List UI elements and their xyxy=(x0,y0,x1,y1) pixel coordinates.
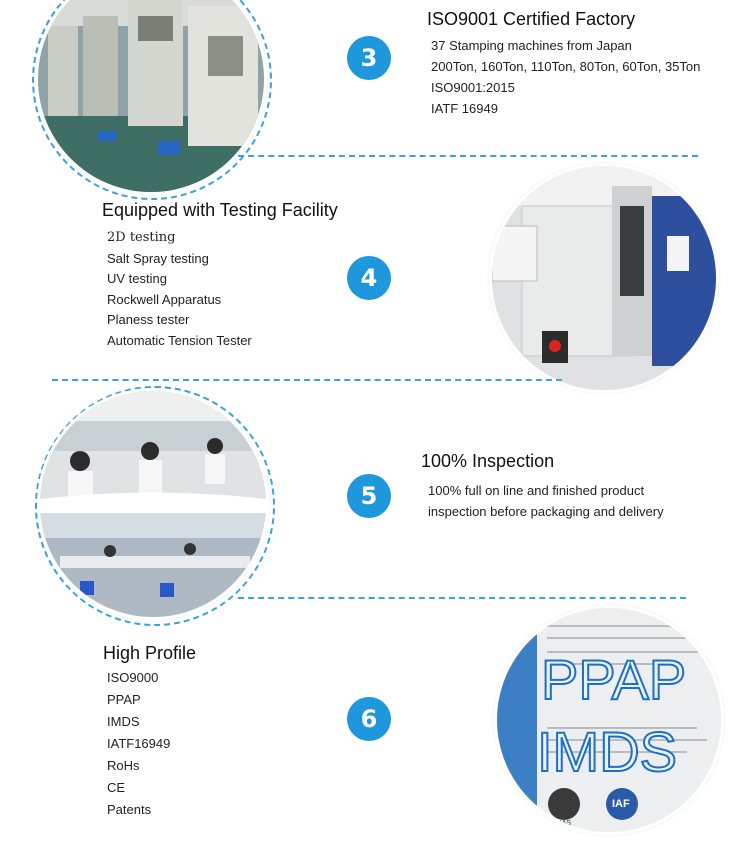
ukas-logo-text: UKAS xyxy=(552,820,572,827)
list-item: Salt Spray testing xyxy=(107,250,209,266)
step-badge-5: 5 xyxy=(347,474,391,518)
certificate-photo xyxy=(497,608,721,832)
list-item: ISO9000 xyxy=(107,670,159,685)
list-item: 2D testing xyxy=(107,230,176,245)
list-item: RoHs xyxy=(107,758,140,773)
list-item: UV testing xyxy=(107,271,167,287)
list-item: IMDS xyxy=(107,714,140,729)
list-item: Planess tester xyxy=(107,312,190,328)
list-item: 37 Stamping machines from Japan xyxy=(431,38,632,53)
testing-facility-list xyxy=(107,228,252,352)
list-item: 100% full on line and finished product xyxy=(428,483,645,498)
list-item: ISO9001:2015 xyxy=(431,80,515,95)
section-title-certified-factory: ISO9001 Certified Factory xyxy=(427,9,636,29)
testing-chamber-photo xyxy=(492,166,716,390)
list-item: inspection before packaging and delivery xyxy=(428,504,664,519)
step-badge-3: 3 xyxy=(347,36,391,80)
step-badge-6: 6 xyxy=(347,697,391,741)
imds-overlay-text: IMDS xyxy=(537,720,677,783)
inspection-list xyxy=(428,480,664,522)
list-item: Automatic Tension Tester xyxy=(107,332,252,348)
section-title-inspection: 100% Inspection xyxy=(421,451,555,471)
iaf-logo-text: IAF xyxy=(612,798,630,810)
section-title-high-profile: High Profile xyxy=(103,643,197,663)
divider-dashed xyxy=(238,155,698,157)
ppap-overlay-text: PPAP xyxy=(541,648,687,711)
list-item: Rockwell Apparatus xyxy=(107,291,222,307)
divider-dashed xyxy=(238,597,686,599)
list-item: Patents xyxy=(107,802,152,817)
certified-factory-list xyxy=(431,35,700,119)
list-item: IATF16949 xyxy=(107,736,171,751)
high-profile-list xyxy=(107,667,170,821)
list-item: IATF 16949 xyxy=(431,101,498,116)
inspection-photo xyxy=(40,391,266,617)
divider-dashed xyxy=(52,379,562,381)
step-badge-4: 4 xyxy=(347,256,391,300)
list-item: 200Ton, 160Ton, 110Ton, 80Ton, 60Ton, 35Ton xyxy=(431,59,701,74)
section-title-testing-facility: Equipped with Testing Facility xyxy=(102,200,338,220)
list-item: PPAP xyxy=(107,692,141,707)
list-item: CE xyxy=(107,780,126,795)
